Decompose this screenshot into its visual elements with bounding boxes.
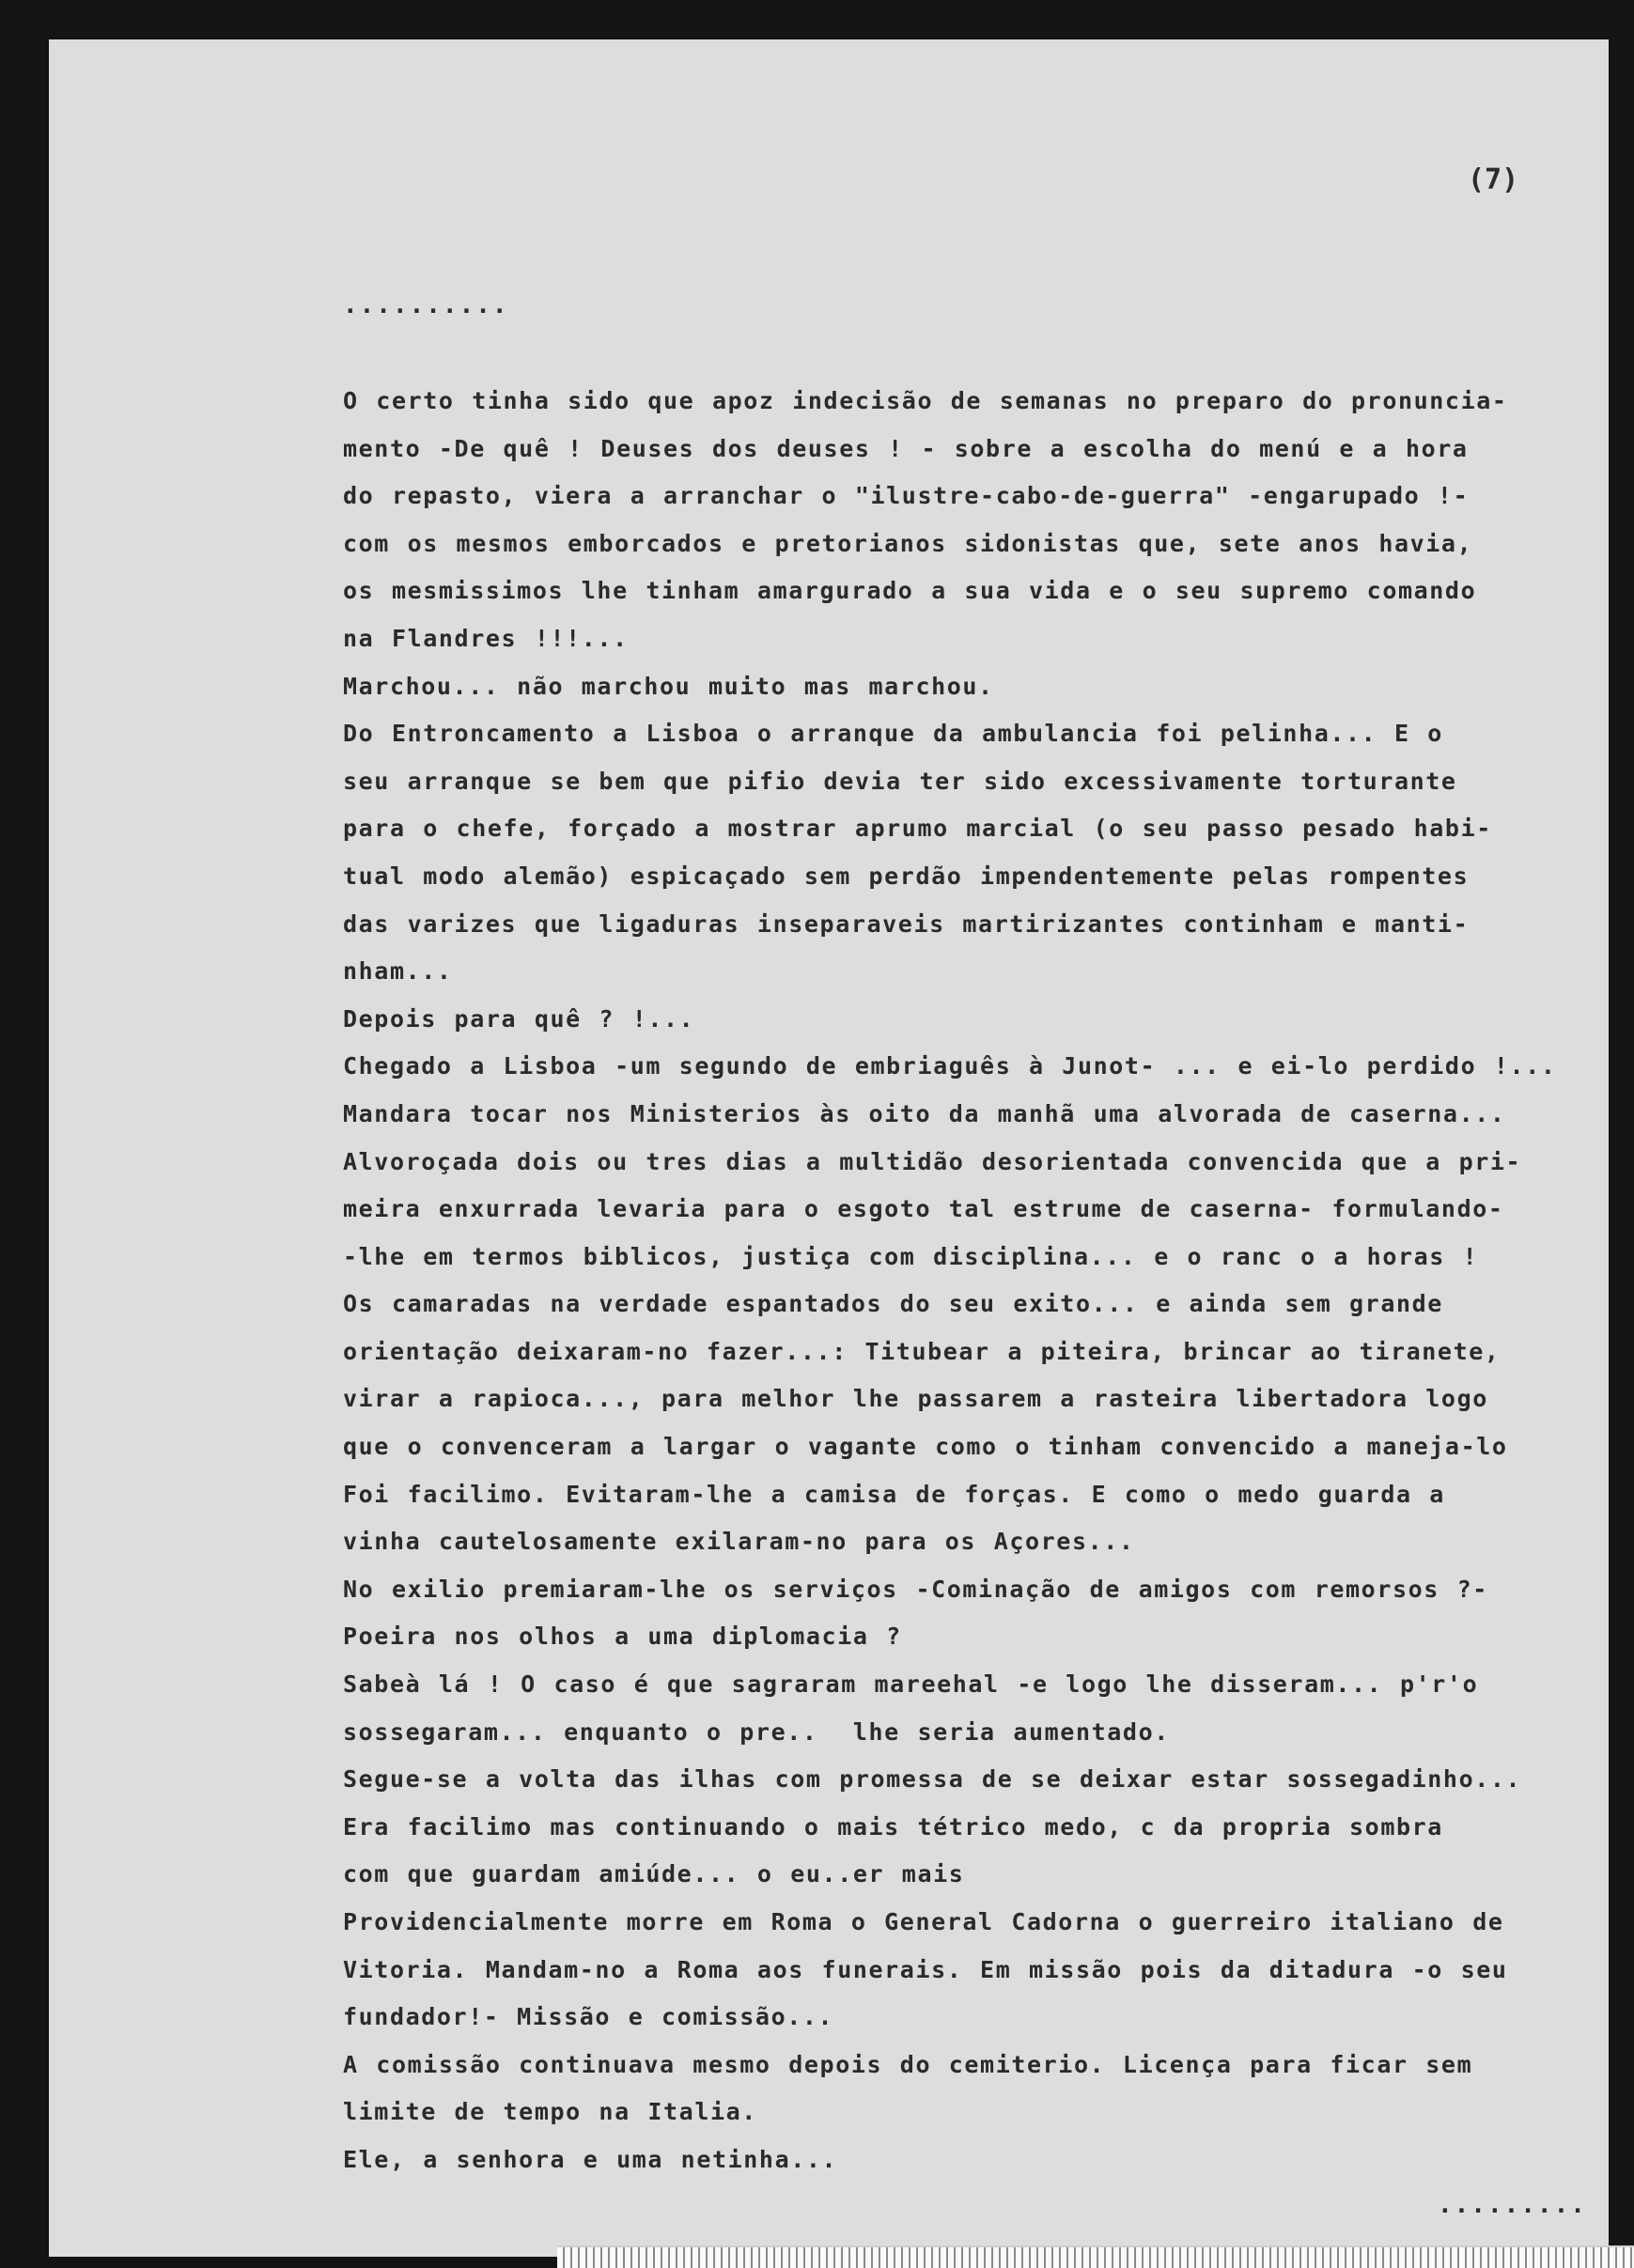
text-line: Mandara tocar nos Ministerios às oito da manhã uma alvorada de caserna... <box>343 1099 1506 1127</box>
text-line: Vitoria. Mandam-no a Roma aos funerais. Em missão pois da ditadura -o seu <box>343 1955 1508 1983</box>
text-line: sossegaram... enquanto o pre.. lhe seria aumentado. <box>343 1717 1170 1746</box>
page-number: (7) <box>1468 163 1519 196</box>
text-line: nham... <box>343 957 453 986</box>
text-line: Os camaradas na verdade espantados do seu exito... e ainda sem grande <box>343 1290 1443 1318</box>
text-line: Depois para quê ? !... <box>343 1004 695 1033</box>
text-line: os mesmissimos lhe tinham amargurado a sua vida e o seu supremo comando <box>343 577 1477 605</box>
text-line: Poeira nos olhos a uma diplomacia ? <box>343 1623 902 1651</box>
text-line: Foi facilimo. Evitaram-lhe a camisa de forças. E como o medo guarda a <box>343 1480 1445 1508</box>
text-line: meira enxurrada levaria para o esgoto tal estrume de caserna- formulando- <box>343 1195 1504 1223</box>
closing-ellipsis: ......... <box>1438 2191 1587 2219</box>
text-line: virar a rapioca..., para melhor lhe passarem a rasteira libertadora logo <box>343 1385 1488 1413</box>
text-line: mento -De quê ! Deuses dos deuses ! - sobre a escolha do menú e a hora <box>343 434 1469 462</box>
text-line: tual modo alemão) espicaçado sem perdão impendentemente pelas rompentes <box>343 862 1470 890</box>
scan-ruler <box>557 2245 1634 2268</box>
text-line: com que guardam amiúde... o eu..er mais <box>343 1860 965 1888</box>
text-line: fundador!- Missão e comissão... <box>343 2003 834 2031</box>
text-line: -lhe em termos biblicos, justiça com disciplina... e o ranc o a horas ! <box>343 1242 1479 1270</box>
text-line: Ele, a senhora e uma netinha... <box>343 2145 838 2173</box>
text-line: Providencialmente morre em Roma o General Cadorna o guerreiro italiano de <box>343 1908 1504 1935</box>
text-line: limite de tempo na Italia. <box>343 2098 757 2126</box>
text-line: que o convenceram a largar o vagante como o tinham convencido a maneja-lo <box>343 1433 1508 1461</box>
text-line: Alvoroçada dois ou tres dias a multidão desorientada convencida que a pri- <box>343 1147 1522 1175</box>
text-line: para o chefe, forçado a mostrar aprumo marcial (o seu passo pesado habi- <box>343 815 1492 843</box>
text-line: com os mesmos emborcados e pretorianos sidonistas que, sete anos havia, <box>343 529 1473 557</box>
text-line: vinha cautelosamente exilaram-no para os Açores... <box>343 1528 1135 1556</box>
text-line: Do Entroncamento a Lisboa o arranque da ambulancia foi pelinha... E o <box>343 720 1443 748</box>
text-line: O certo tinha sido que apoz indecisão de semanas no preparo do pronuncia- <box>343 387 1508 414</box>
text-line: na Flandres !!!... <box>343 624 629 652</box>
text-line: Marchou... não marchou muito mas marchou. <box>343 672 994 700</box>
text-line: A comissão continuava mesmo depois do cemiterio. Licença para ficar sem <box>343 2050 1473 2078</box>
text-line: Era facilimo mas continuando o mais tétrico medo, c da propria sombra <box>343 1812 1443 1841</box>
text-line: das varizes que ligaduras inseparaveis martirizantes continham e manti- <box>343 909 1470 938</box>
text-line: No exilio premiaram-lhe os serviços -Cominação de amigos com remorsos ?- <box>343 1575 1488 1603</box>
text-line: orientação deixaram-no fazer...: Titubear a piteira, brincar ao tiranete, <box>343 1337 1501 1365</box>
text-line: Chegado a Lisboa -um segundo de embriaguês à Junot- ... e ei-lo perdido !... <box>343 1052 1557 1080</box>
opening-ellipsis: .......... <box>343 291 509 319</box>
text-line: seu arranque se bem que pifio devia ter sido excessivamente torturante <box>343 767 1457 795</box>
text-line: Sabeà lá ! O caso é que sagraram mareehal -e logo lhe disseram... p'r'o <box>343 1670 1479 1699</box>
typewritten-body <box>343 378 1634 2184</box>
document-page <box>49 39 1609 2257</box>
text-line: Segue-se a volta das ilhas com promessa de se deixar estar sossegadinho... <box>343 1765 1522 1794</box>
text-line: do repasto, viera a arranchar o "ilustre-cabo-de-guerra" -engarupado !- <box>343 482 1470 510</box>
